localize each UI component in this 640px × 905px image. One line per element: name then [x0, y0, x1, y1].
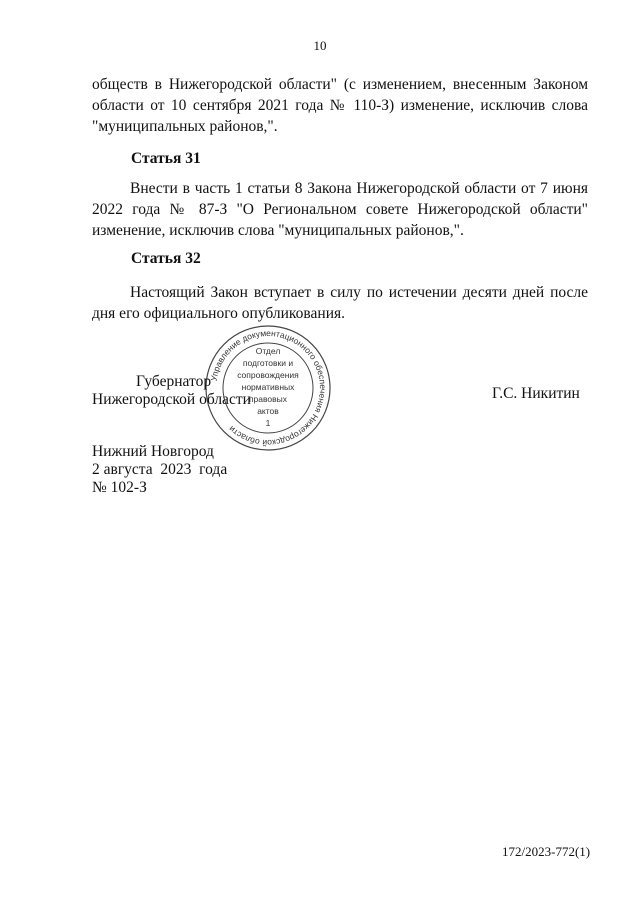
document-code: 172/2023-772(1) [502, 844, 591, 859]
date: 2 августа 2023 года [92, 461, 228, 478]
stamp-ring-text: Управление документационного обеспечения Нижегородской области [208, 327, 329, 449]
page-number: 10 [313, 38, 327, 53]
article-32-text [92, 282, 588, 324]
stamp-line: нормативных [241, 382, 295, 392]
intro-paragraph [92, 74, 588, 137]
intro-line: "муниципальных районов,". [92, 118, 278, 135]
article-31-heading: Статья 31 [131, 150, 201, 167]
article-31-line: изменение, исключив слова "муниципальных районов,". [92, 222, 464, 239]
article-32-heading: Статья 32 [131, 250, 201, 267]
signature-title [92, 373, 251, 409]
stamp-line: актов [257, 406, 279, 416]
article-31-line: Внести в часть 1 статьи 8 Закона Нижегородской области от 7 июня [130, 180, 588, 197]
place-date-block [92, 443, 227, 497]
stamp-line: правовых [248, 394, 288, 404]
intro-line: обществ в Нижегородской области" (с изменением, внесенным Законом [92, 76, 588, 93]
signature-title-line: Нижегородской области [92, 391, 251, 408]
article-32-line: Настоящий Закон вступает в силу по истечении десяти дней после [130, 284, 588, 301]
stamp-line: Отдел [255, 346, 281, 356]
city: Нижний Новгород [92, 443, 214, 460]
stamp-line: подготовки и [242, 358, 294, 368]
article-31-line: 2022 года № 87-З "О Региональном совете Нижегородской области" [92, 201, 588, 218]
intro-line: области от 10 сентября 2021 года № 110-З) изменение, исключив слова [92, 97, 588, 114]
signature-title-line: Губернатор [136, 373, 212, 390]
article-32-line: дня его официального опубликования. [92, 305, 346, 322]
stamp-line: 1 [265, 418, 271, 428]
article-31-text [92, 178, 588, 241]
law-number: № 102-З [92, 479, 147, 496]
signatory-name: Г.С. Никитин [492, 385, 580, 402]
stamp-line: сопровождения [237, 370, 299, 380]
